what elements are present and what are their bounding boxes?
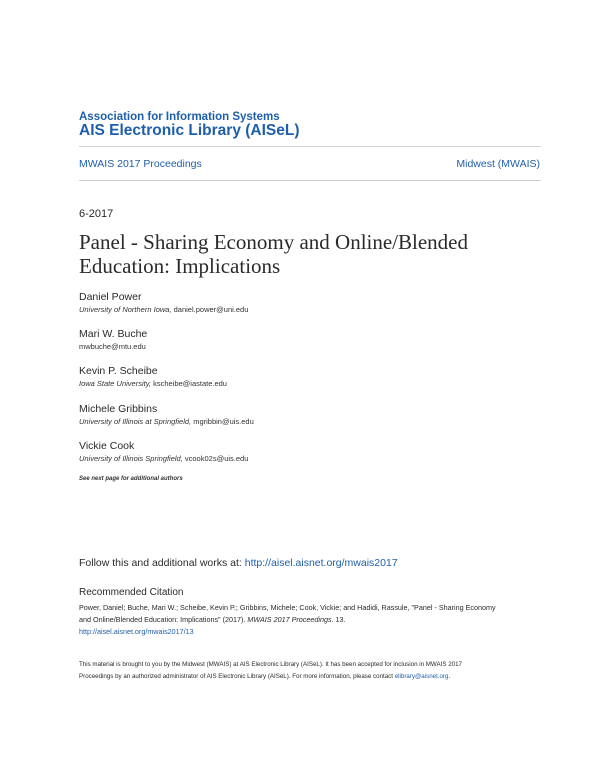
proceedings-name: MWAIS 2017 Proceedings	[247, 615, 332, 624]
author-entry	[79, 327, 147, 353]
collection-link[interactable]: http://aisel.aisnet.org/mwais2017	[244, 557, 398, 569]
citation-text-part: and Online/Blended Education: Implications" (2017).	[79, 615, 248, 624]
author-name: Michele Gribbins	[79, 403, 158, 415]
author-affiliation: University of Northern Iowa, daniel.power@uni.edu	[79, 305, 249, 314]
author-affiliation: University of Illinois Springfield, vcook02s@uis.edu	[79, 454, 249, 463]
author-institution: University of Northern Iowa	[79, 305, 170, 314]
citation-link[interactable]: http://aisel.aisnet.org/mwais2017/13	[79, 627, 194, 636]
author-entry	[79, 364, 227, 390]
citation-line	[79, 626, 549, 638]
author-institution: University of Illinois at Springfield	[79, 417, 190, 426]
author-affiliation: University of Illinois at Springfield, mgribbin@uis.edu	[79, 417, 254, 426]
citation-line	[79, 614, 549, 626]
page-title: Panel - Sharing Economy and Online/Blended Education: Implications	[79, 230, 469, 278]
author-email: vcook02s@uis.edu	[184, 454, 249, 463]
recommended-citation-heading: Recommended Citation	[79, 587, 184, 598]
author-email: kscheibe@iastate.edu	[153, 379, 227, 388]
citation-text	[79, 602, 549, 638]
contact-email-link[interactable]: elibrary@aisnet.org	[394, 673, 449, 680]
footer-line	[79, 671, 549, 683]
breadcrumb-proceedings-link[interactable]: MWAIS 2017 Proceedings	[79, 158, 202, 170]
author-institution: Iowa State University	[79, 379, 149, 388]
author-name: Daniel Power	[79, 291, 142, 303]
author-name: Kevin P. Scheibe	[79, 365, 158, 377]
bottom-divider	[79, 180, 541, 181]
follow-text: Follow this and additional works at:	[79, 557, 245, 569]
author-email: mwbuche@mtu.edu	[79, 342, 146, 351]
org-name: Association for Information Systems	[79, 111, 280, 123]
author-affiliation: Iowa State University, kscheibe@iastate.edu	[79, 379, 227, 388]
author-entry	[79, 439, 248, 465]
footer-text: Proceedings by an authorized administrator of AIS Electronic Library (AISeL). For more information, please contact	[79, 673, 395, 680]
publication-date: 6-2017	[79, 208, 114, 220]
author-affiliation	[79, 341, 147, 353]
see-next-page-note: See next page for additional authors	[79, 476, 183, 482]
author-entry	[79, 290, 248, 316]
library-name[interactable]: AIS Electronic Library (AISeL)	[79, 122, 300, 139]
author-institution: University of Illinois Springfield	[79, 454, 181, 463]
top-divider	[79, 146, 541, 147]
footer-text: .	[448, 673, 451, 680]
author-name: Vickie Cook	[79, 440, 135, 452]
footer-notice	[79, 659, 549, 683]
author-name: Mari W. Buche	[79, 328, 148, 340]
author-email: mgribbin@uis.edu	[193, 417, 254, 426]
breadcrumb-midwest-link[interactable]: Midwest (MWAIS)	[456, 158, 540, 170]
footer-line: This material is brought to you by the Midwest (MWAIS) at AIS Electronic Library (AISeL). It has been accepted for inclusion in MWAIS 2017	[79, 661, 462, 668]
author-email: daniel.power@uni.edu	[173, 305, 249, 314]
follow-line	[79, 557, 398, 569]
author-entry	[79, 402, 254, 428]
citation-text-part: . 13.	[331, 615, 346, 624]
citation-line: Power, Daniel; Buche, Mari W.; Scheibe, Kevin P.; Gribbins, Michele; Cook, Vickie; and Hadidi, Rassule, "Panel - Sharing Economy	[79, 603, 496, 612]
